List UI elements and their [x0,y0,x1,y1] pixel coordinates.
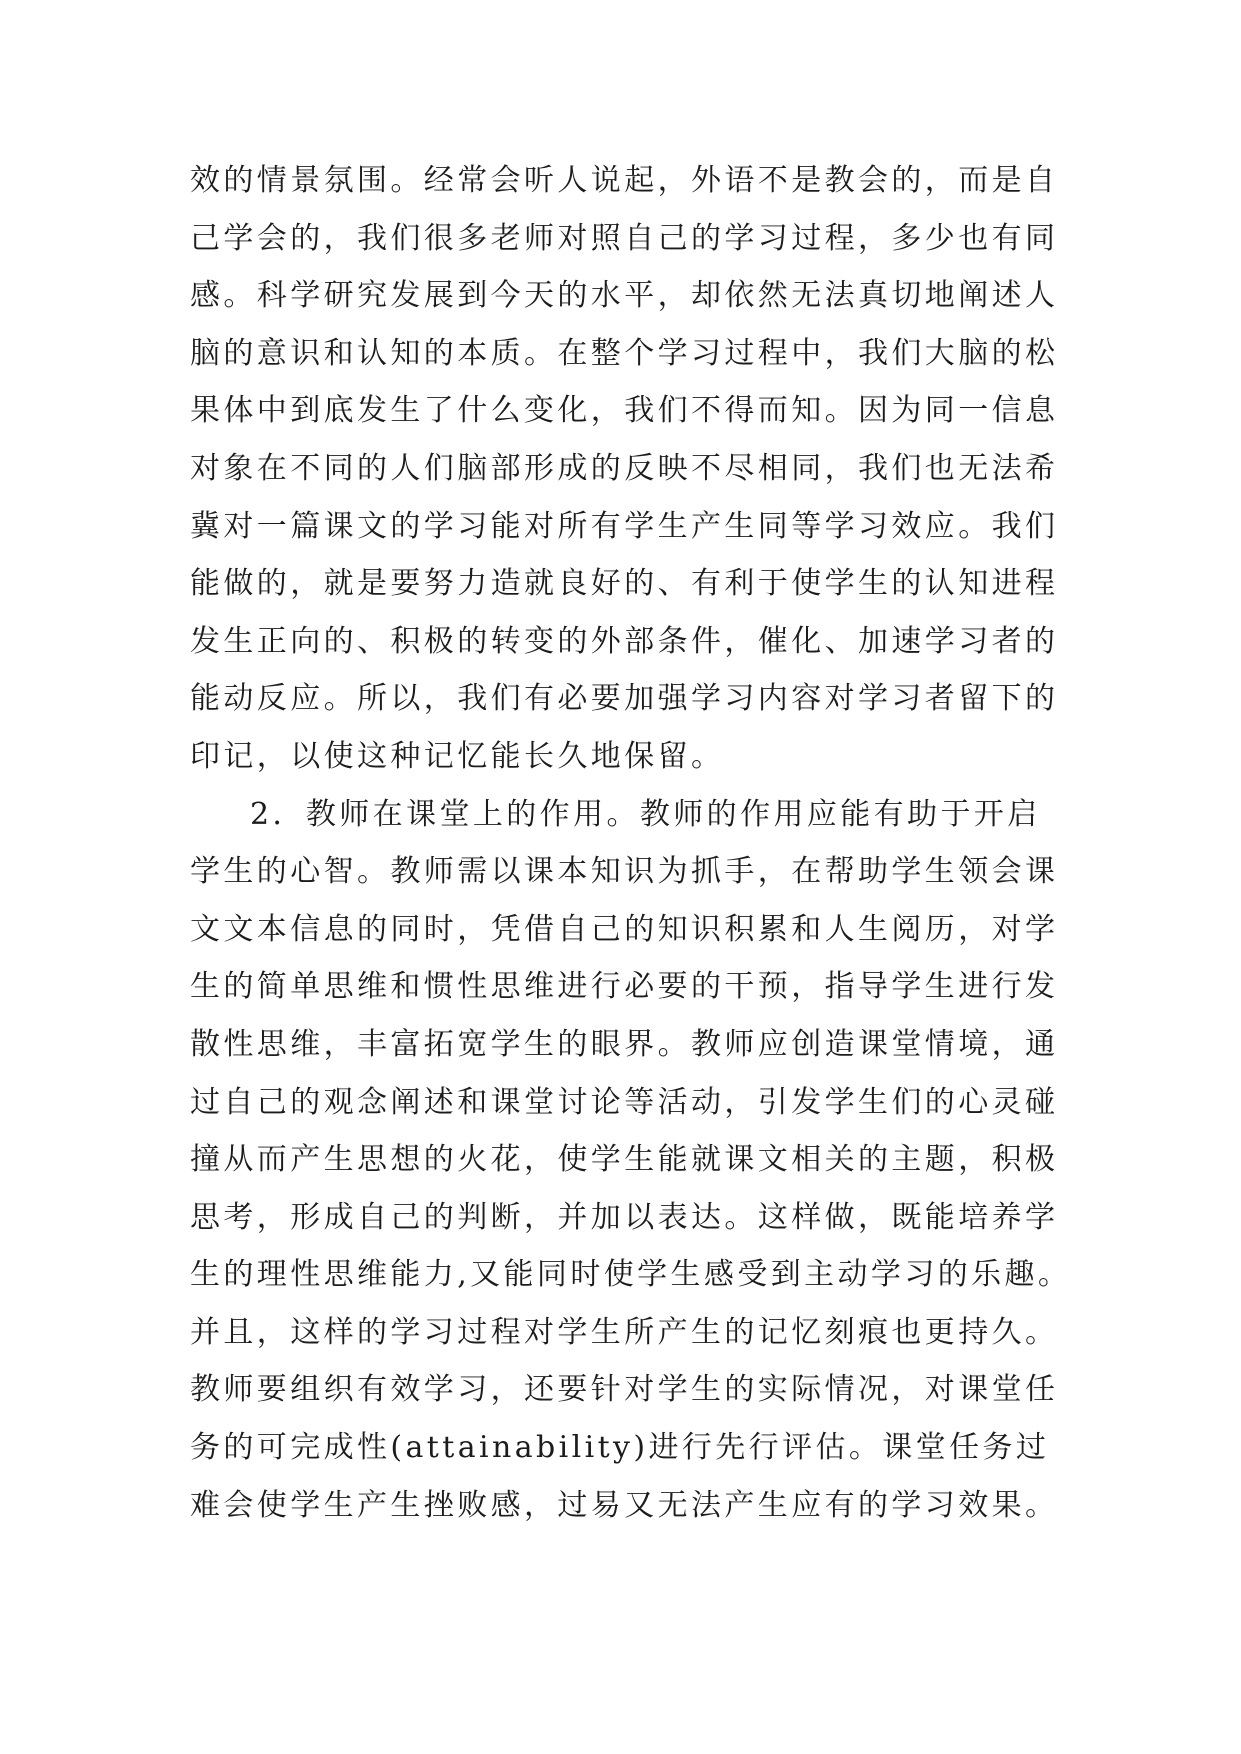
text-line: 文文本信息的同时，凭借自己的知识积累和人生阅历，对学 [190,911,1059,947]
text-line: 对象在不同的人们脑部形成的反映不尽相同，我们也无法希 [190,450,1059,486]
text-line: 教师要组织有效学习，还要针对学生的实际情况，对课堂任 [190,1372,1059,1408]
text-line: 己学会的，我们很多老师对照自己的学习过程，多少也有同 [190,220,1059,256]
text-line: 并且，这样的学习过程对学生所产生的记忆刻痕也更持久。 [190,1314,1059,1350]
text-line: 务的可完成性(attainability)进行先行评估。课堂任务过 [190,1430,1050,1466]
text-line: 学生的心智。教师需以课本知识为抓手，在帮助学生领会课 [190,854,1059,890]
text-line: 散性思维，丰富拓宽学生的眼界。教师应创造课堂情境，通 [190,1026,1059,1062]
text-line: 印记，以使这种记忆能长久地保留。 [190,738,725,774]
text-line: 脑的意识和认知的本质。在整个学习过程中，我们大脑的松 [190,335,1059,371]
body-text [190,152,1080,1534]
text-line: 思考，形成自己的判断，并加以表达。这样做，既能培养学 [190,1199,1059,1235]
text-line: 冀对一篇课文的学习能对所有学生产生同等学习效应。我们 [190,508,1059,544]
text-line: 能做的，就是要努力造就良好的、有利于使学生的认知进程 [190,566,1059,602]
text-line: 生的简单思维和惯性思维进行必要的干预，指导学生进行发 [190,969,1059,1005]
text-line: 过自己的观念阐述和课堂讨论等活动，引发学生们的心灵碰 [190,1084,1059,1120]
text-line: 发生正向的、积极的转变的外部条件，催化、加速学习者的 [190,623,1059,659]
text-line: 撞从而产生思想的火花，使学生能就课文相关的主题，积极 [190,1142,1059,1178]
text-line: 果体中到底发生了什么变化，我们不得而知。因为同一信息 [190,393,1059,429]
paragraph-start-line: 2．教师在课堂上的作用。教师的作用应能有助于开启 [250,796,1041,832]
text-line: 生的理性思维能力,又能同时使学生感受到主动学习的乐趣。 [190,1257,1072,1293]
text-line: 感。科学研究发展到今天的水平，却依然无法真切地阐述人 [190,278,1059,314]
text-line: 难会使学生产生挫败感，过易又无法产生应有的学习效果。 [190,1487,1059,1523]
text-line: 效的情景氛围。经常会听人说起，外语不是教会的，而是自 [190,163,1059,198]
text-line: 能动反应。所以，我们有必要加强学习内容对学习者留下的 [190,681,1059,717]
